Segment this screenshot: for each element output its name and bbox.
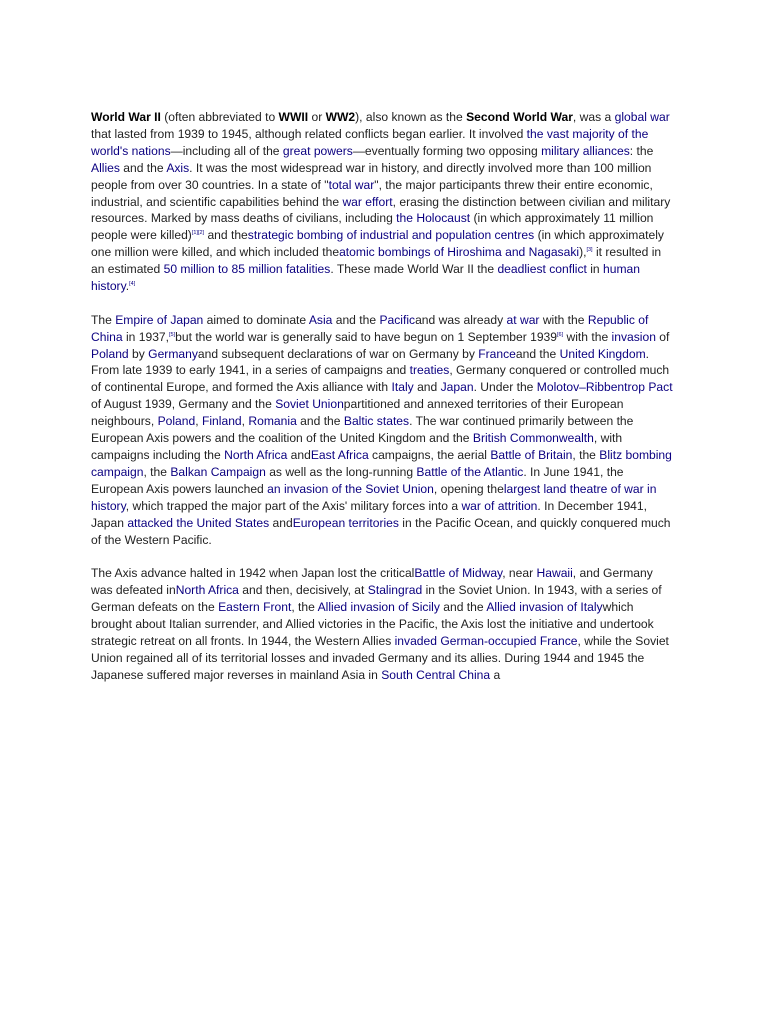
citation-link[interactable]: [1][2] xyxy=(191,230,205,237)
text-run: , the xyxy=(291,600,318,615)
text-run: . Under the xyxy=(473,380,537,395)
text-run: , opening the xyxy=(433,481,504,496)
text-run: in xyxy=(586,262,604,277)
text-run: , which trapped the major part of the Axis' military forces into a xyxy=(125,498,462,513)
text-run: ), also known as the xyxy=(355,110,467,124)
link-strategic-bombing-of-industrial-and-population-centres[interactable]: strategic bombing of industrial and population centres xyxy=(247,228,535,243)
link-empire-of-japan[interactable]: Empire of Japan xyxy=(115,312,204,327)
text-run: and xyxy=(287,448,311,463)
text-run: of xyxy=(655,329,670,344)
text-run: and the xyxy=(439,600,487,615)
link-european-territories[interactable]: European territories xyxy=(292,515,399,530)
text-run: , while the Soviet Union regained all of its territorial losses and invaded Germany and its allies. During 1944 and 1945 the Japanese suffered major reverses in mainland Asia in xyxy=(91,633,669,682)
text-run: —eventually forming two opposing xyxy=(352,143,542,158)
text-run: ", the major participants threw their entire economic, industrial, and scientific capabilities behind the xyxy=(91,177,653,209)
text-run: , near xyxy=(502,566,537,581)
text-run: , with campaigns including the xyxy=(91,431,623,463)
link-british-commonwealth[interactable]: British Commonwealth xyxy=(472,431,594,446)
citation-link[interactable]: [4] xyxy=(129,281,136,288)
link-france[interactable]: France xyxy=(478,346,516,361)
text-run: and the xyxy=(515,346,560,361)
link-global-war[interactable]: global war xyxy=(614,110,670,124)
link-great-powers[interactable]: great powers xyxy=(282,143,353,158)
text-run: , erasing the distinction between civilian and military resources. Marked by mass deaths of civilians, including xyxy=(91,194,671,226)
text-run: it resulted in an estimated xyxy=(91,245,662,277)
text-run: with the xyxy=(563,329,612,344)
text-run: and the xyxy=(204,228,248,243)
text-run: . The war continued primarily between the European Axis powers and the coalition of the United Kingdom and the xyxy=(91,414,634,446)
text-run: and xyxy=(269,515,293,530)
text-run: and xyxy=(413,380,441,395)
link-hawaii[interactable]: Hawaii xyxy=(536,566,573,581)
link-molotov-ribbentrop-pact[interactable]: Molotov–Ribbentrop Pact xyxy=(536,380,673,395)
link-battle-of-britain[interactable]: Battle of Britain xyxy=(490,448,573,463)
text-run: (in which approximately 11 million people were killed) xyxy=(91,211,654,243)
text-run: or xyxy=(308,110,326,124)
link-italy[interactable]: Italy xyxy=(391,380,414,395)
link-the-holocaust[interactable]: the Holocaust xyxy=(396,211,471,226)
link-atomic-bombings-of-hiroshima-and-nagasaki[interactable]: atomic bombings of Hiroshima and Nagasaki xyxy=(339,245,580,260)
text-run: ), xyxy=(579,245,587,260)
text-run: (in which approximately one million were killed, and which included the xyxy=(91,228,664,260)
text-run: . It was the most widespread war in history, and directly involved more than 100 million people from over 30 countries. In a state of " xyxy=(91,160,652,192)
citation xyxy=(192,230,204,236)
link-50-million-to-85-million-fatalities[interactable]: 50 million to 85 million fatalities xyxy=(163,262,331,277)
citation xyxy=(129,281,135,287)
text-run: , xyxy=(241,414,249,429)
text-run: , the xyxy=(572,448,600,463)
text-run: . xyxy=(125,279,130,294)
text-run: . In June 1941, the European Axis powers launched xyxy=(91,464,624,496)
text-run: by xyxy=(128,346,149,361)
bold-term: World War II xyxy=(91,110,161,124)
link-eastern-front[interactable]: Eastern Front xyxy=(218,600,292,615)
link-human-history[interactable]: human history xyxy=(91,262,640,294)
text-run: aimed to dominate xyxy=(203,312,309,327)
text-run: which brought about Italian surrender, and Allied victories in the Pacific, the Axis lost the initiative and undertook strategic retreat on all fronts. In 1944, the Western Allies xyxy=(91,600,654,648)
text-run: : the xyxy=(629,143,654,158)
link-germany[interactable]: Germany xyxy=(148,346,198,361)
link-united-kingdom[interactable]: United Kingdom xyxy=(559,346,646,361)
text-run: of August 1939, Germany and the xyxy=(91,397,276,412)
text-run: a xyxy=(490,667,501,682)
text-run: The xyxy=(91,312,116,327)
text-run: and the xyxy=(119,160,167,175)
text-run: and the xyxy=(332,312,380,327)
link-war-effort[interactable]: war effort xyxy=(342,194,393,209)
paragraph-2 xyxy=(91,312,676,549)
link-allied-invasion-of-italy[interactable]: Allied invasion of Italy xyxy=(486,600,603,615)
text-run: in 1937, xyxy=(122,329,170,344)
link-balkan-campaign[interactable]: Balkan Campaign xyxy=(170,464,266,479)
link-japan[interactable]: Japan xyxy=(440,380,474,395)
text-run: , xyxy=(195,414,202,429)
text-run: with the xyxy=(539,312,588,327)
text-run: but the world war is generally said to have begun on 1 September 1939 xyxy=(175,329,558,344)
link-treaties[interactable]: treaties xyxy=(409,363,450,378)
link-romania[interactable]: Romania xyxy=(248,414,297,429)
link-invaded-german-occupied-france[interactable]: invaded German-occupied France xyxy=(394,633,578,648)
text-run: and subsequent declarations of war on Germany by xyxy=(197,346,479,361)
text-run: The Axis advance halted in 1942 when Japan lost the critical xyxy=(91,566,415,581)
link-finland[interactable]: Finland xyxy=(201,414,242,429)
link-stalingrad[interactable]: Stalingrad xyxy=(367,583,423,598)
link-battle-of-midway[interactable]: Battle of Midway xyxy=(414,566,503,581)
text-run: . From late 1939 to early 1941, in a series of campaigns and xyxy=(91,346,650,378)
text-run: , the xyxy=(143,464,171,479)
text-run: that lasted from 1939 to 1945, although related conflicts began earlier. It involved xyxy=(91,126,527,141)
citation-link[interactable]: [6] xyxy=(557,331,564,338)
text-run: . In December 1941, Japan xyxy=(91,498,647,530)
citation-link[interactable]: [5] xyxy=(169,331,176,338)
text-run: and the xyxy=(296,414,344,429)
link-an-invasion-of-the-soviet-union[interactable]: an invasion of the Soviet Union xyxy=(267,481,434,496)
link-attacked-the-united-states[interactable]: attacked the United States xyxy=(127,515,270,530)
link-at-war[interactable]: at war xyxy=(506,312,540,327)
link-allies[interactable]: Allies xyxy=(91,160,120,175)
link-east-africa[interactable]: East Africa xyxy=(310,448,369,463)
bold-term: WWII xyxy=(278,110,309,124)
link-north-africa[interactable]: North Africa xyxy=(175,583,239,598)
bold-term: Second World War xyxy=(466,110,573,124)
citation-link[interactable]: [3] xyxy=(586,247,593,254)
link-allied-invasion-of-sicily[interactable]: Allied invasion of Sicily xyxy=(317,600,440,615)
paragraph-1 xyxy=(91,109,676,295)
link-pacific[interactable]: Pacific xyxy=(379,312,416,327)
link-poland[interactable]: Poland xyxy=(91,346,129,361)
link-total-war[interactable]: total war xyxy=(328,177,375,192)
link-baltic-states[interactable]: Baltic states xyxy=(343,414,410,429)
link-the-vast-majority-of-the-world-s-nations[interactable]: the vast majority of the world's nations xyxy=(91,126,649,158)
text-run: . These made World War II the xyxy=(330,262,498,277)
link-soviet-union[interactable]: Soviet Union xyxy=(275,397,344,412)
link-blitz-bombing-campaign[interactable]: Blitz bombing campaign xyxy=(91,448,672,479)
article-body xyxy=(91,109,676,700)
link-war-of-attrition[interactable]: war of attrition xyxy=(461,498,538,513)
text-run: as well as the long-running xyxy=(265,464,417,479)
text-run: partitioned and annexed territories of their European neighbours, xyxy=(91,397,624,429)
link-asia[interactable]: Asia xyxy=(308,312,333,327)
link-south-central-china[interactable]: South Central China xyxy=(381,667,491,682)
paragraph-3 xyxy=(91,565,676,683)
bold-term: WW2 xyxy=(325,110,356,124)
link-republic-of-china[interactable]: Republic of China xyxy=(91,312,649,344)
text-run: and then, decisively, at xyxy=(238,583,368,598)
link-poland[interactable]: Poland xyxy=(157,414,196,429)
text-run: in the Soviet Union. In 1943, with a series of German defeats on the xyxy=(91,583,662,615)
text-run: and was already xyxy=(415,312,507,327)
text-run: —including all of the xyxy=(170,143,283,158)
link-largest-land-theatre-of-war-in-history[interactable]: largest land theatre of war in history xyxy=(91,481,657,513)
text-run: (often abbreviated to xyxy=(160,110,279,124)
link-military-alliances[interactable]: military alliances xyxy=(541,143,630,158)
link-invasion[interactable]: invasion xyxy=(611,329,656,344)
link-axis[interactable]: Axis xyxy=(166,160,190,175)
text-run: campaigns, the aerial xyxy=(368,448,491,463)
text-run: in the Pacific Ocean, and quickly conquered much of the Western Pacific. xyxy=(91,515,671,547)
link-deadliest-conflict[interactable]: deadliest conflict xyxy=(497,262,587,277)
link-battle-of-the-atlantic[interactable]: Battle of the Atlantic xyxy=(416,464,524,479)
text-run: , was a xyxy=(572,110,615,124)
link-north-africa[interactable]: North Africa xyxy=(224,448,288,463)
text-run: , Germany conquered or controlled much of continental Europe, and formed the Axis alliance with xyxy=(91,363,670,395)
text-run: , and Germany was defeated in xyxy=(91,566,653,598)
